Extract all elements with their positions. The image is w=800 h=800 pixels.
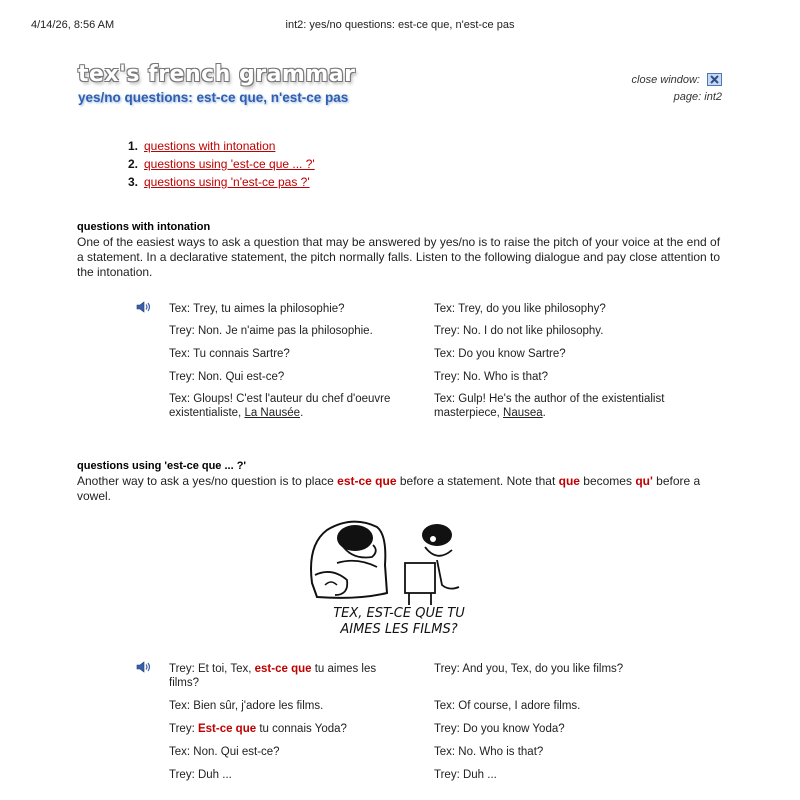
dialogue-line-fr: Trey: Duh ... <box>169 769 232 781</box>
dialogue-line-fr <box>169 392 399 420</box>
dialogue-text: tu connais Yoda? <box>256 723 347 735</box>
close-window-label: close window: <box>631 73 700 86</box>
section-text-est-ce-que <box>77 474 727 504</box>
dialogue-text: tu aimes les films? <box>169 663 377 689</box>
highlight: qu' <box>635 474 653 488</box>
cartoon-illustration <box>297 505 502 640</box>
dialogue-line-en: Tex: Trey, do you like philosophy? <box>434 303 606 315</box>
toc-link-est-ce-que[interactable]: questions using 'est-ce que ... ?' <box>144 157 315 171</box>
toc-item <box>128 137 315 155</box>
toc-item <box>128 155 315 173</box>
section-title-est-ce-que: questions using 'est-ce que ... ?' <box>77 460 247 472</box>
dialogue-line-fr: Tex: Tu connais Sartre? <box>169 348 290 360</box>
text: becomes <box>579 474 636 488</box>
text: Another way to ask a yes/no question is to place <box>77 474 338 488</box>
dialogue-line-en: Trey: Duh ... <box>434 769 497 781</box>
dialogue-line-en: Trey: Do you know Yoda? <box>434 723 565 735</box>
dialogue-line-en <box>434 392 684 420</box>
table-of-contents <box>128 137 315 191</box>
dialogue-line-en: Trey: And you, Tex, do you like films? <box>434 663 624 675</box>
dialogue-line-fr: Tex: Bien sûr, j'adore les films. <box>169 700 324 712</box>
text: before a statement. Note that <box>396 474 559 488</box>
toc-number: 1. <box>128 139 139 153</box>
close-icon <box>708 74 721 85</box>
dialogue-text: . <box>300 407 304 419</box>
print-title: int2: yes/no questions: est-ce que, n'est-ce pas <box>285 19 515 31</box>
highlight: Est-ce que <box>197 723 257 735</box>
page-subtitle: yes/no questions: est-ce que, n'est-ce pas <box>78 90 349 105</box>
dialogue-line-fr: Tex: Non. Qui est-ce? <box>169 746 280 758</box>
toc-item <box>128 173 315 191</box>
highlight: que <box>558 474 580 488</box>
highlight: est-ce que <box>337 474 397 488</box>
toc-number: 3. <box>128 175 139 189</box>
cartoon-caption-line2: AIMES LES FILMS? <box>340 622 458 637</box>
toc-link-intonation[interactable]: questions with intonation <box>144 139 276 153</box>
close-button[interactable] <box>707 73 722 86</box>
dialogue-line-en: Tex: Do you know Sartre? <box>434 348 566 360</box>
toc-number: 2. <box>128 157 139 171</box>
dialogue-line-en: Tex: No. Who is that? <box>434 746 544 758</box>
dialogue-line-fr: Trey: Non. Je n'aime pas la philosophie. <box>169 325 373 337</box>
dialogue-line-fr: Trey: Non. Qui est-ce? <box>169 371 285 383</box>
print-header <box>31 19 769 33</box>
dialogue-text: . <box>542 407 546 419</box>
dialogue-text: Trey: Et toi, Tex, <box>169 663 255 675</box>
print-date: 4/14/26, 8:56 AM <box>31 19 115 31</box>
text: before a vowel. <box>77 474 701 503</box>
cartoon-caption-line1: TEX, EST-CE QUE TU <box>333 606 465 621</box>
page-id: page: int2 <box>673 91 722 103</box>
dialogue-line-en: Tex: Of course, I adore films. <box>434 700 581 712</box>
dialogue-text: Trey: <box>169 723 198 735</box>
section-text-intonation: One of the easiest ways to ask a question that may be answered by yes/no is to raise the pitch of your voice at the end of a statement. In a declarative statement, the pitch normally falls. Listen to the following dialogue and pay close attention to the intonation. <box>77 235 721 279</box>
close-window <box>632 73 722 86</box>
speaker-icon[interactable] <box>136 660 152 674</box>
site-logo: tex's french grammar <box>78 62 356 87</box>
dialogue-text: Tex: Gloups! C'est l'auteur du chef d'oeuvre existentialiste, <box>169 393 391 419</box>
dialogue-line-en: Trey: No. Who is that? <box>434 371 548 383</box>
toc-link-n-est-ce-pas[interactable]: questions using 'n'est-ce pas ?' <box>144 175 310 189</box>
dialogue-text: Tex: Gulp! He's the author of the existentialist masterpiece, <box>434 393 665 419</box>
dialogue-line-fr: Tex: Trey, tu aimes la philosophie? <box>169 303 345 315</box>
dialogue-line-fr <box>169 722 399 736</box>
dialogue-line-fr <box>169 662 404 690</box>
dialogue-line-en: Trey: No. I do not like philosophy. <box>434 325 604 337</box>
section-title-intonation: questions with intonation <box>77 221 211 233</box>
book-title-en: Nausea <box>503 407 543 419</box>
speaker-icon[interactable] <box>136 300 152 314</box>
highlight: est-ce que <box>254 663 312 675</box>
book-title-fr: La Nausée <box>244 407 301 419</box>
